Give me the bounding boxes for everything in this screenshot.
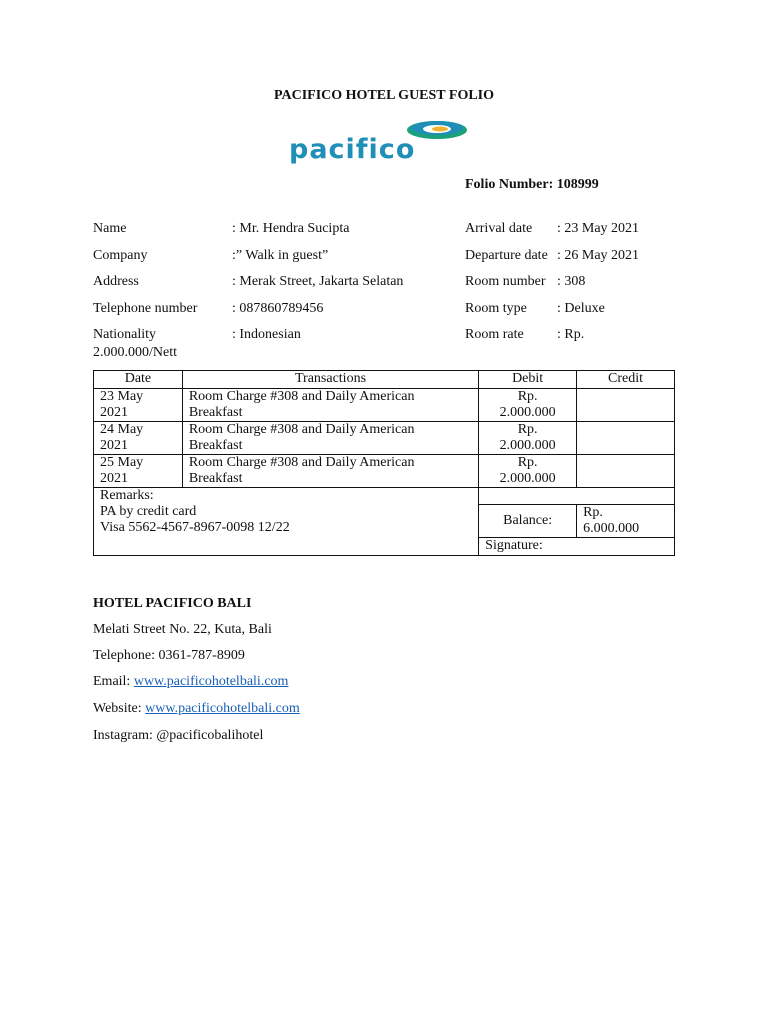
table-header-row bbox=[94, 371, 675, 389]
hotel-website bbox=[93, 701, 300, 717]
row-debit: Rp. 2.000.000 bbox=[479, 389, 577, 422]
row-credit bbox=[577, 455, 675, 488]
remarks-row bbox=[94, 488, 675, 505]
pacifico-logo bbox=[287, 120, 481, 164]
row-date: 24 May 2021 bbox=[94, 422, 183, 455]
row-credit bbox=[577, 389, 675, 422]
telephone-label: Telephone number bbox=[93, 301, 198, 316]
company-label: Company bbox=[93, 248, 148, 263]
arrival-value: : 23 May 2021 bbox=[557, 221, 640, 236]
room-type-value: : Deluxe bbox=[557, 301, 605, 316]
address-label: Address bbox=[93, 274, 139, 289]
row-transaction: Room Charge #308 and Daily American Breakfast bbox=[182, 422, 478, 455]
remarks-label: Remarks: bbox=[100, 488, 154, 503]
table-row bbox=[94, 422, 675, 455]
balance-spacer bbox=[479, 488, 675, 505]
balance-value: Rp. 6.000.000 bbox=[577, 505, 675, 538]
room-rate-continued: 2.000.000/Nett bbox=[93, 345, 177, 360]
room-rate-label: Room rate bbox=[465, 327, 524, 342]
nationality-value: : Indonesian bbox=[232, 327, 301, 342]
email-label: Email: bbox=[93, 674, 134, 689]
room-type-label: Room type bbox=[465, 301, 527, 316]
address-value: : Merak Street, Jakarta Selatan bbox=[232, 274, 404, 289]
folio-number-label: Folio Number: bbox=[465, 177, 554, 192]
remarks-line-2: Visa 5562-4567-8967-0098 12/22 bbox=[100, 520, 290, 535]
departure-label: Departure date bbox=[465, 248, 548, 263]
name-label: Name bbox=[93, 221, 127, 236]
header-date: Date bbox=[94, 371, 183, 389]
room-rate-value: : Rp. bbox=[557, 327, 585, 342]
table-row bbox=[94, 389, 675, 422]
company-value: :” Walk in guest” bbox=[232, 248, 329, 263]
room-number-value: : 308 bbox=[557, 274, 586, 289]
row-date: 25 May 2021 bbox=[94, 455, 183, 488]
hotel-address: Melati Street No. 22, Kuta, Bali bbox=[93, 622, 272, 637]
nationality-label: Nationality bbox=[93, 327, 156, 342]
website-label: Website: bbox=[93, 701, 146, 716]
room-number-label: Room number bbox=[465, 274, 546, 289]
hotel-telephone: Telephone: 0361-787-8909 bbox=[93, 648, 245, 663]
hotel-email bbox=[93, 674, 288, 690]
hotel-instagram: Instagram: @pacificobalihotel bbox=[93, 728, 264, 743]
logo-wordmark: pacifico bbox=[289, 134, 416, 164]
balance-label: Balance: bbox=[479, 505, 577, 538]
table-row bbox=[94, 455, 675, 488]
remarks-line-1: PA by credit card bbox=[100, 504, 197, 519]
hotel-name: HOTEL PACIFICO BALI bbox=[93, 596, 252, 611]
folio-number bbox=[465, 177, 599, 193]
signature-label: Signature: bbox=[479, 538, 675, 556]
page-title: PACIFICO HOTEL GUEST FOLIO bbox=[273, 88, 495, 103]
pacifico-logo-mark bbox=[287, 120, 481, 164]
header-credit: Credit bbox=[577, 371, 675, 389]
departure-value: : 26 May 2021 bbox=[557, 248, 640, 263]
transactions-table bbox=[93, 370, 675, 556]
header-transactions: Transactions bbox=[182, 371, 478, 389]
row-transaction: Room Charge #308 and Daily American Breakfast bbox=[182, 389, 478, 422]
name-value: : Mr. Hendra Sucipta bbox=[232, 221, 350, 236]
row-debit: Rp. 2.000.000 bbox=[479, 455, 577, 488]
row-date: 23 May 2021 bbox=[94, 389, 183, 422]
remarks-cell bbox=[94, 488, 479, 556]
website-link[interactable]: www.pacificohotelbali.com bbox=[145, 701, 300, 716]
row-transaction: Room Charge #308 and Daily American Breakfast bbox=[182, 455, 478, 488]
row-credit bbox=[577, 422, 675, 455]
telephone-value: : 087860789456 bbox=[232, 301, 324, 316]
arrival-label: Arrival date bbox=[465, 221, 533, 236]
row-debit: Rp. 2.000.000 bbox=[479, 422, 577, 455]
header-debit: Debit bbox=[479, 371, 577, 389]
email-link[interactable]: www.pacificohotelbali.com bbox=[133, 674, 289, 689]
folio-number-value: 108999 bbox=[556, 177, 599, 192]
